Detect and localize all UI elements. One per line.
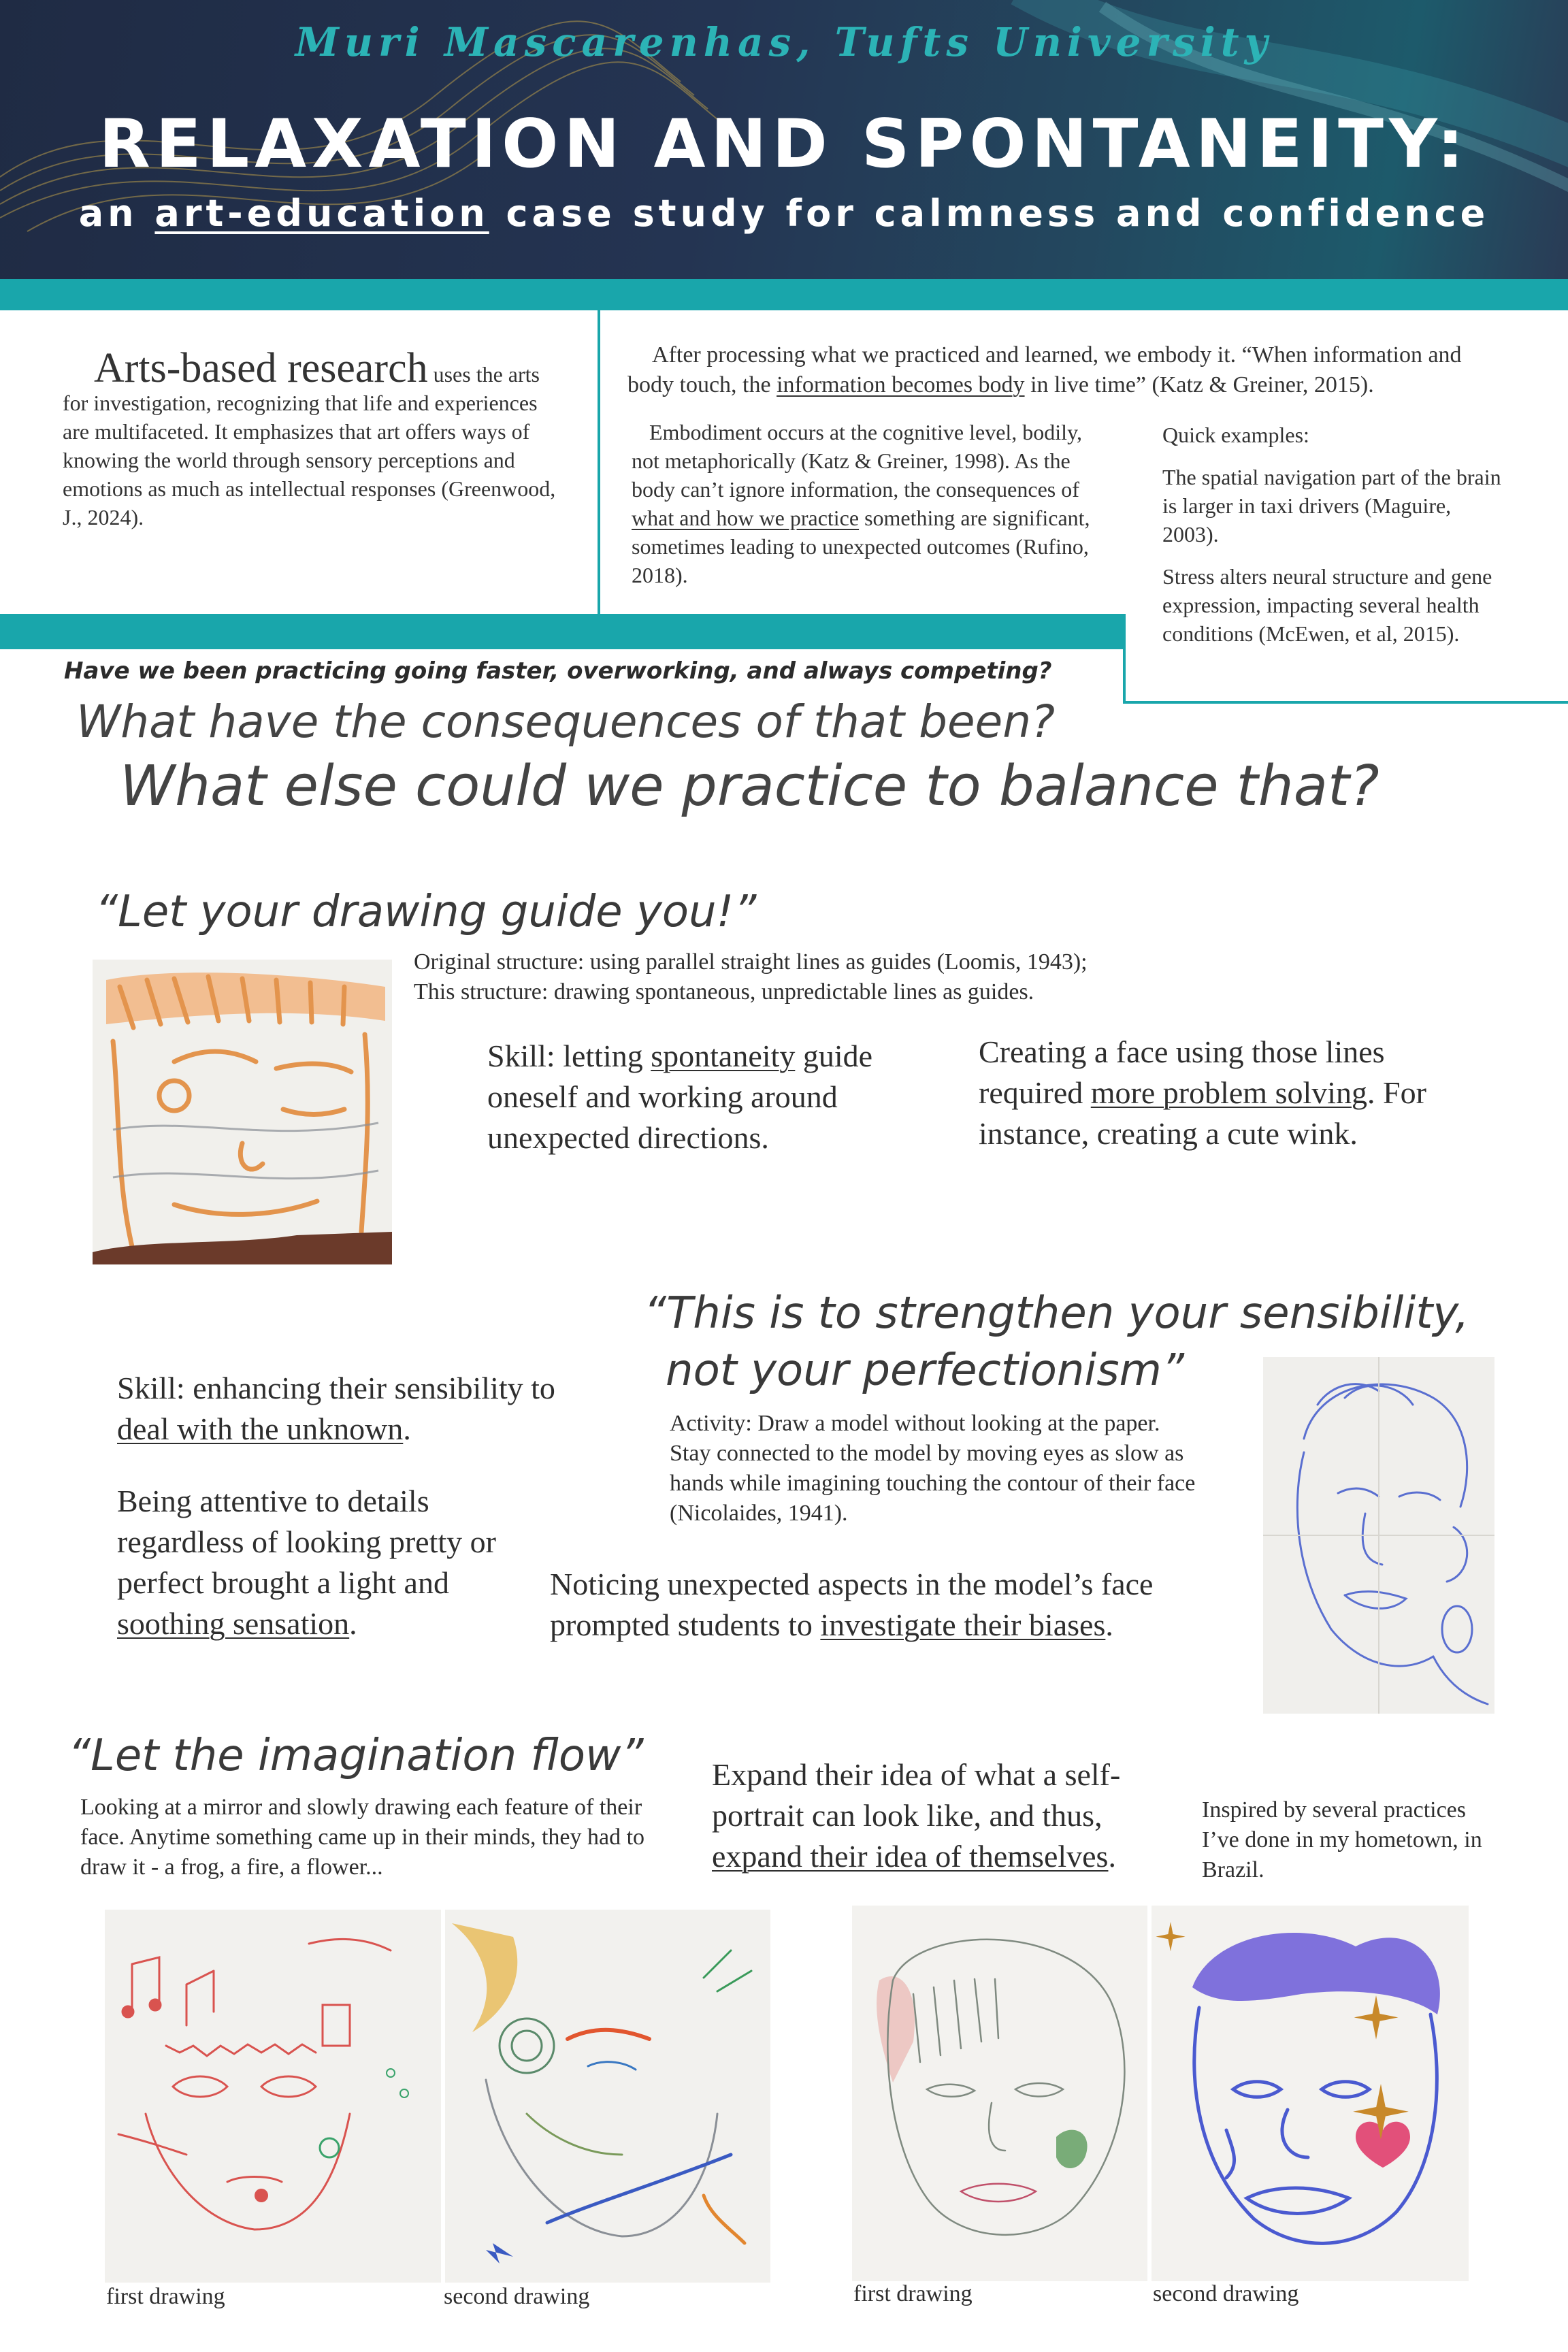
poster-subtitle: an art-education case study for calmness and confidence: [78, 192, 1490, 235]
section3-inspired: Inspired by several practices I’ve done in my hometown, in Brazil.: [1202, 1797, 1482, 1882]
first-drawing-red: [105, 1910, 441, 2283]
section2-skill: Skill: enhancing their sensibility to deal with the unknown.: [117, 1371, 555, 1446]
example-1: The spatial navigation part of the brain is larger in taxi drivers (Maguire, 2003).: [1162, 465, 1501, 546]
face-link-problem-solving: more problem solving: [1090, 1075, 1368, 1110]
intro-lead: Arts-based research: [94, 345, 428, 391]
section1-skill: Skill: letting spontaneity guide oneself and working around unexpected directions.: [487, 1039, 873, 1155]
section1-quote: “Let your drawing guide you!”: [95, 887, 757, 937]
section3-quote: “Let the imagination flow”: [68, 1731, 644, 1781]
quick-examples: [1162, 421, 1503, 648]
contour-face-sketch: [1263, 1357, 1494, 1714]
skill-link-spontaneity: spontaneity: [651, 1039, 796, 1073]
question-2: What have the consequences of that been?: [76, 696, 1056, 748]
section1-face-text: Creating a face using those lines required more problem solving. For instance, creating a cute wink.: [979, 1034, 1426, 1151]
embodiment-link-1: information becomes body: [777, 372, 1025, 397]
examples-heading: Quick examples:: [1162, 423, 1309, 447]
pencil-portrait-sketch: [852, 1906, 1147, 2281]
subtitle-underlined: art-education: [154, 192, 489, 235]
red-portrait-sketch: [105, 1910, 441, 2283]
caption-second-drawing-1: second drawing: [444, 2284, 590, 2309]
intro-paragraph: Arts-based research uses the arts for investigation, recognizing that life and experiences are multifaceted. It emphasizes that art offers ways of knowing the world through sensory perceptions and emotions as much as intellectual responses (Greenwood, J., 2024).: [63, 345, 556, 529]
author-line: Muri Mascarenhas, Tufts University: [295, 19, 1273, 65]
teal-band-middle: [0, 614, 1123, 649]
colorful-portrait-sketch: [445, 1910, 770, 2283]
caption-first-drawing-1: first drawing: [106, 2284, 225, 2309]
section2-attentive: Being attentive to details regardless of looking pretty or perfect brought a light and soothing sensation.: [117, 1484, 496, 1641]
wink-face-sketch: [93, 960, 392, 1264]
section3-mirror: Looking at a mirror and slowly drawing each feature of their face. Anytime something came up in their minds, they had to draw it - a frog, a fire, a flower...: [80, 1795, 645, 1880]
structure-original: Original structure: using parallel straight lines as guides (Loomis, 1943);: [414, 949, 1088, 975]
divider-vertical-1: [598, 310, 600, 614]
divider-vertical-2: [1123, 614, 1126, 704]
divider-horizontal: [1123, 701, 1568, 704]
contour-face-drawing: [1263, 1357, 1494, 1714]
expand-link-themselves: expand their idea of themselves: [712, 1839, 1109, 1874]
poster-title: RELAXATION AND SPONTANEITY:: [99, 105, 1469, 183]
skill-link-unknown: deal with the unknown: [117, 1411, 404, 1446]
embodiment-paragraph-1: After processing what we practiced and learned, we embody it. “When information and body touch, the information becomes body in live time” (Katz & Greiner, 2015).: [627, 342, 1462, 397]
section1-structure: [414, 947, 1230, 1007]
section2-noticing: Noticing unexpected aspects in the model’s face prompted students to investigate their biases.: [550, 1567, 1154, 1642]
attentive-link-soothing: soothing sensation: [117, 1606, 350, 1641]
embodiment-link-2: what and how we practice: [632, 506, 860, 530]
marker-portrait-sketch: [1152, 1906, 1469, 2281]
embodiment-paragraph-2: Embodiment occurs at the cognitive level, bodily, not metaphorically (Katz & Greiner, 1998). As the body can’t ignore information, the consequences of what and how we practice something are significant, sometimes leading to unexpected outcomes (Rufino, 2018).: [632, 420, 1090, 587]
section2-quote-line2: not your perfectionism”: [666, 1345, 1185, 1396]
second-drawing-colorful: [445, 1910, 770, 2283]
noticing-link-biases: investigate their biases: [820, 1607, 1106, 1642]
section2-quote-line1: “This is to strengthen your sensibility,: [644, 1288, 1469, 1339]
first-drawing-pencil: [852, 1906, 1147, 2281]
example-2: Stress alters neural structure and gene expression, impacting several health conditions (McEwen, et al, 2015).: [1162, 564, 1492, 646]
section2-activity: Activity: Draw a model without looking at the paper. Stay connected to the model by moving eyes as slow as hands while imagining touching the contour of their face (Nicolaides, 1941).: [670, 1411, 1196, 1526]
question-1: Have we been practicing going faster, overworking, and always competing?: [64, 657, 1052, 685]
question-3: What else could we practice to balance that?: [120, 754, 1379, 819]
caption-first-drawing-2: first drawing: [853, 2281, 973, 2306]
section3-expand: Expand their idea of what a self-portrait can look like, and thus, expand their idea of themselves.: [712, 1757, 1121, 1874]
wink-face-drawing: [93, 960, 392, 1264]
caption-second-drawing-2: second drawing: [1153, 2281, 1299, 2306]
teal-band-top: [0, 279, 1568, 310]
second-drawing-marker: [1152, 1906, 1469, 2281]
structure-this: This structure: drawing spontaneous, unpredictable lines as guides.: [414, 979, 1034, 1004]
